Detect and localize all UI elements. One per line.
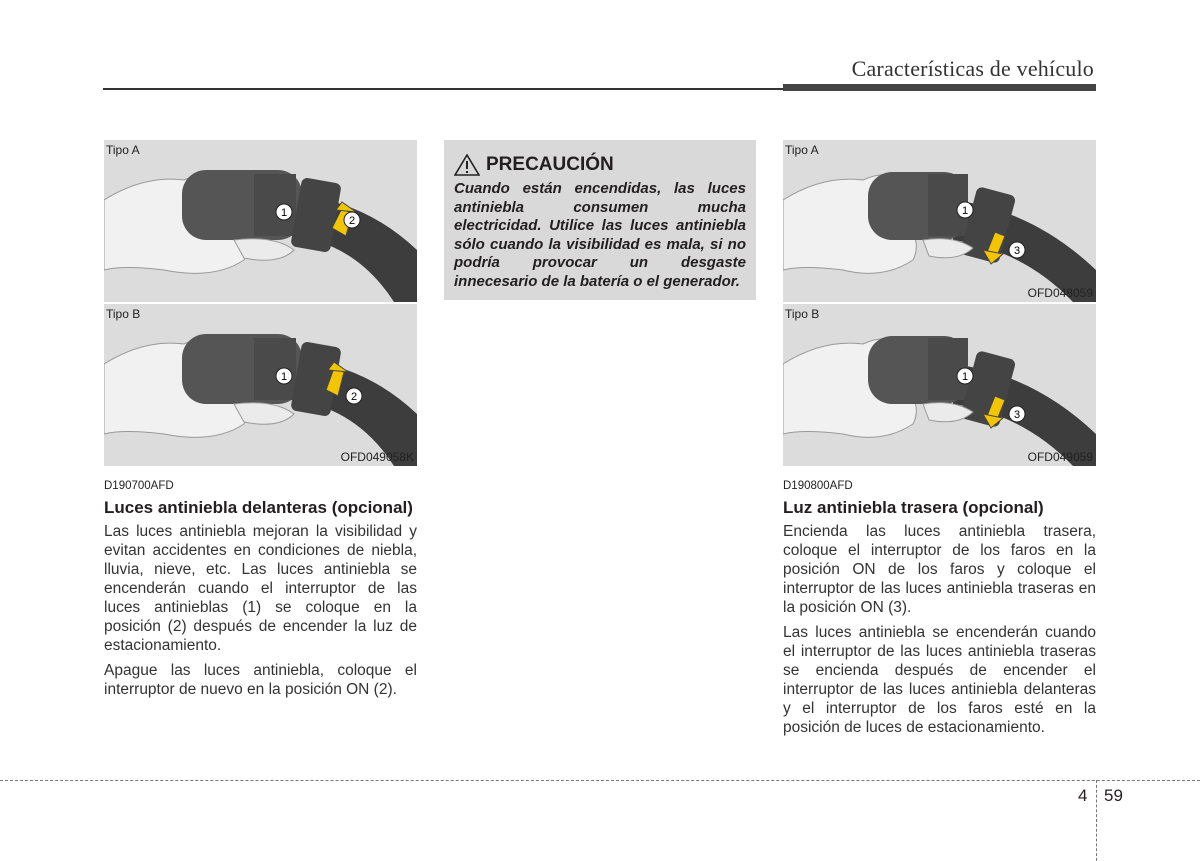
caution-title: PRECAUCIÓN bbox=[486, 154, 614, 175]
callout-1: 1 bbox=[280, 207, 288, 219]
figure-front-fog-type-b bbox=[104, 304, 417, 466]
stalk-illustration bbox=[783, 140, 1096, 302]
figure-label-type-a: Tipo A bbox=[785, 143, 819, 157]
figure-label-type-b: Tipo B bbox=[106, 307, 141, 321]
callout-3: 3 bbox=[1013, 245, 1021, 257]
figure-label-type-a: Tipo A bbox=[106, 143, 140, 157]
header-rule-accent bbox=[783, 84, 1096, 91]
body-paragraph: Las luces antiniebla mejoran la visibilidad y evitan accidentes en condiciones de niebla, lluvia, nieve, etc. Las luces antiniebla se encenderán cuando el interruptor de las luces antinieblas (1) se coloque en la posición (2) después de encender la luz de estacionamiento. bbox=[104, 523, 417, 654]
figure-code: OFD049058K bbox=[340, 450, 414, 464]
callout-2: 2 bbox=[348, 215, 356, 227]
warning-triangle-icon bbox=[454, 154, 480, 176]
section-code: D190700AFD bbox=[104, 480, 174, 492]
figure-code: OFD048059 bbox=[1027, 286, 1093, 300]
section-heading: Luz antiniebla trasera (opcional) bbox=[783, 498, 1044, 517]
middle-column bbox=[444, 140, 756, 300]
right-column bbox=[783, 140, 1096, 737]
left-column bbox=[104, 140, 417, 699]
stalk-illustration bbox=[104, 140, 417, 302]
caution-header bbox=[454, 154, 746, 176]
callout-1: 1 bbox=[961, 205, 969, 217]
section-heading: Luces antiniebla delanteras (opcional) bbox=[104, 498, 413, 517]
figure-code: OFD049059 bbox=[1027, 450, 1093, 464]
page-number: 59 bbox=[1104, 786, 1123, 805]
body-paragraph: Apague las luces antiniebla, coloque el interruptor de nuevo en la posición ON (2). bbox=[104, 662, 417, 698]
callout-1: 1 bbox=[961, 371, 969, 383]
running-header-title: Características de vehículo bbox=[851, 56, 1094, 81]
figure-rear-fog-type-a bbox=[783, 140, 1096, 302]
stalk-illustration bbox=[104, 304, 417, 466]
footer-divider bbox=[1096, 780, 1097, 861]
caution-text: Cuando están encendidas, las luces antiniebla consumen mucha electricidad. Utilice las luces antiniebla sólo cuando la visibilidad es mala, si no podría provocar un desgaste innecesario de la batería o el generador. bbox=[454, 180, 746, 290]
figure-label-type-b: Tipo B bbox=[785, 307, 820, 321]
body-paragraph: Encienda las luces antiniebla trasera, coloque el interruptor de los faros en la posición ON de los faros y coloque el interruptor de las luces antiniebla traseras en la posición ON (3). bbox=[783, 523, 1096, 616]
body-paragraph: Las luces antiniebla se encenderán cuando el interruptor de las luces antiniebla traseras se encienda después de encender el interruptor de las luces antiniebla delanteras y el interruptor de los faros esté en la posición de luces de estacionamiento. bbox=[783, 624, 1096, 736]
header-rule bbox=[103, 88, 783, 90]
chapter-number: 4 bbox=[1078, 786, 1088, 805]
stalk-illustration bbox=[783, 304, 1096, 466]
figure-front-fog-type-a bbox=[104, 140, 417, 302]
footer-rule bbox=[0, 780, 1200, 781]
callout-3: 3 bbox=[1013, 409, 1021, 421]
caution-box bbox=[444, 140, 756, 300]
section-code: D190800AFD bbox=[783, 480, 853, 492]
callout-1: 1 bbox=[280, 371, 288, 383]
figure-rear-fog-type-b bbox=[783, 304, 1096, 466]
callout-2: 2 bbox=[350, 391, 358, 403]
